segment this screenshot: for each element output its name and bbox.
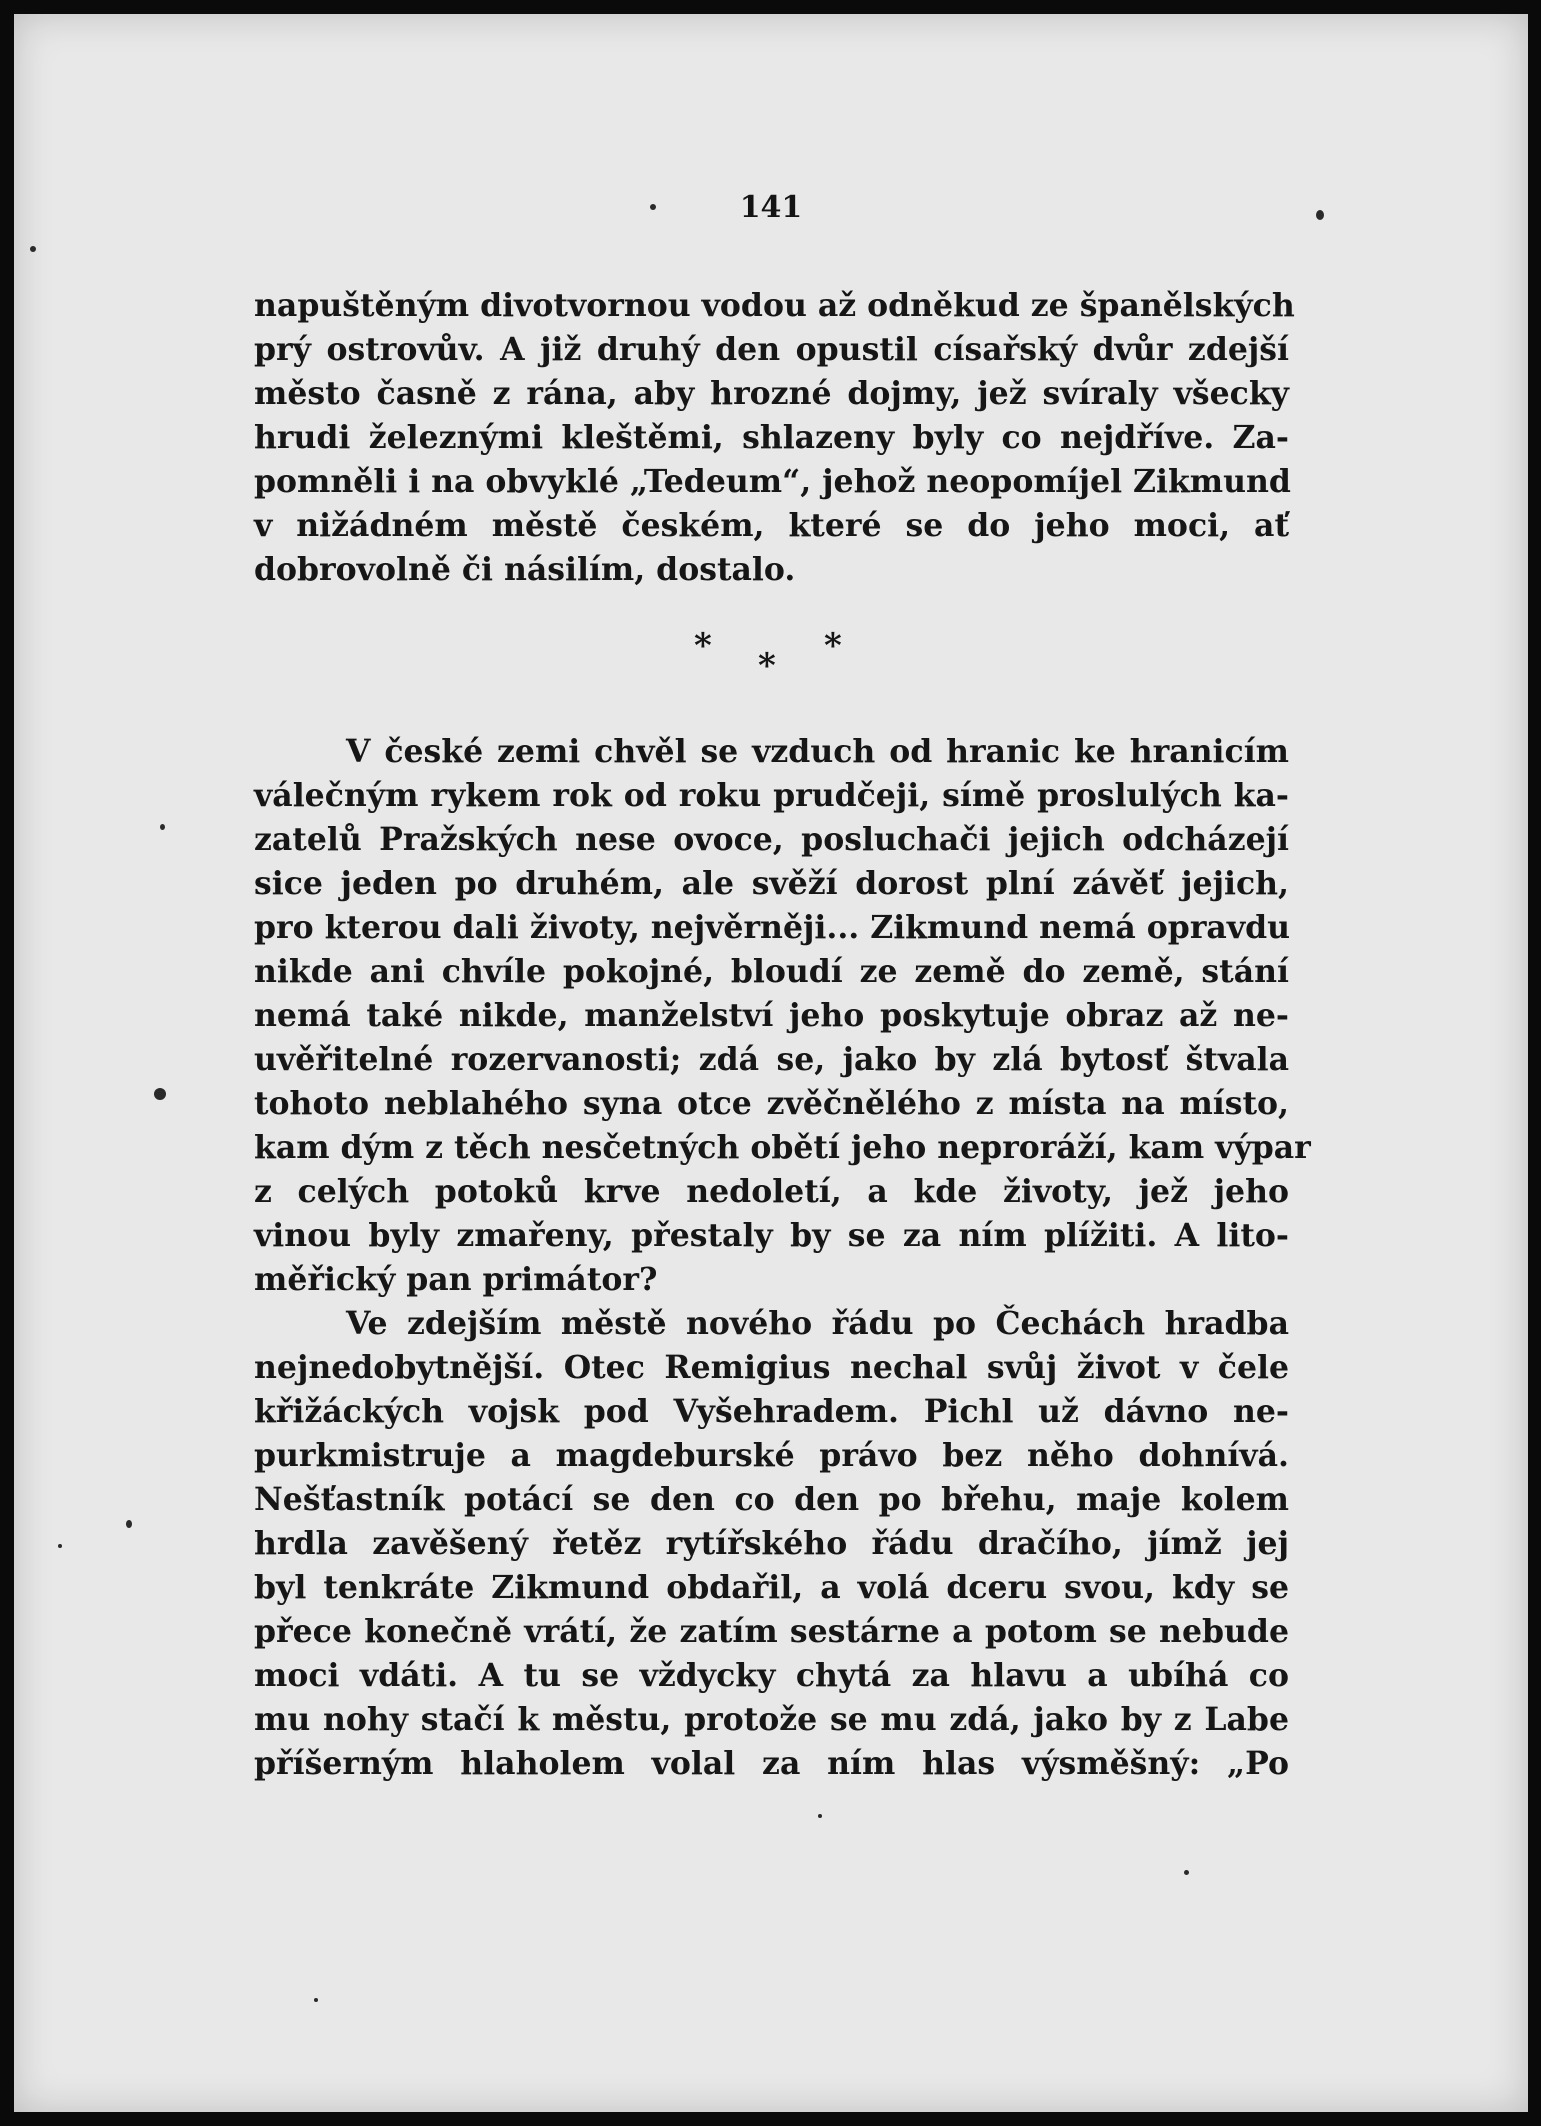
- text-line: hrudi železnými kleštěmi, shlazeny byly co nejdříve. Za-: [254, 419, 1289, 456]
- text-line: byl tenkráte Zikmund obdařil, a volá dceru svou, kdy se: [254, 1569, 1289, 1606]
- text-line: napuštěným divotvornou vodou až odněkud ze španělských: [254, 287, 1295, 324]
- text-line: Nešťastník potácí se den co den po břehu, maje kolem: [254, 1481, 1289, 1518]
- scan-speck: [314, 1998, 318, 2002]
- text-line: pomněli i na obvyklé „Tedeum“, jehož neopomíjel Zikmund: [254, 463, 1291, 500]
- text-line: nejnedobytnější. Otec Remigius nechal svůj život v čele: [254, 1349, 1289, 1386]
- text-line: purkmistruje a magdeburské právo bez něho dohnívá.: [254, 1437, 1289, 1474]
- scan-speck: [1184, 1870, 1189, 1875]
- scan-speck: [1316, 210, 1324, 220]
- page-number: 141: [739, 190, 803, 225]
- text-line: moci vdáti. A tu se vždycky chytá za hlavu a ubíhá co: [254, 1657, 1289, 1694]
- asterisk-glyph: *: [824, 626, 842, 666]
- asterisk-glyph: *: [758, 646, 776, 686]
- text-line: nemá také nikde, manželství jeho poskytuje obraz až ne-: [254, 997, 1289, 1034]
- text-line: uvěřitelné rozervanosti; zdá se, jako by zlá bytosť štvala: [254, 1041, 1289, 1078]
- text-line: přece konečně vrátí, že zatím sestárne a potom se nebude: [254, 1613, 1289, 1650]
- text-line: vinou byly zmařeny, přestaly by se za ním plížiti. A lito-: [254, 1217, 1289, 1254]
- text-line: kam dým z těch nesčetných obětí jeho neproráží, kam výpar: [254, 1129, 1311, 1166]
- scan-speck: [58, 1544, 62, 1548]
- text-line: nikde ani chvíle pokojné, bloudí ze země do země, stání: [254, 953, 1289, 990]
- text-line: zatelů Pražských nese ovoce, posluchači jejich odcházejí: [254, 821, 1289, 858]
- scan-speck: [154, 1088, 166, 1100]
- scan-speck: [818, 1814, 822, 1818]
- scan-speck: [160, 824, 165, 830]
- scan-speck: [30, 246, 36, 252]
- text-line: město časně z rána, aby hrozné dojmy, jež svíraly všecky: [254, 375, 1289, 412]
- text-line: válečným rykem rok od roku prudčeji, símě proslulých ka-: [254, 777, 1289, 814]
- text-line: mu nohy stačí k městu, protože se mu zdá, jako by z Labe: [254, 1701, 1289, 1738]
- text-line: pro kterou dali životy, nejvěrněji... Zikmund nemá opravdu: [254, 909, 1291, 946]
- text-line: v nižádném městě českém, které se do jeho moci, ať: [254, 507, 1289, 544]
- book-page: [14, 14, 1528, 2112]
- scan-speck: [126, 1520, 132, 1528]
- text-line: křižáckých vojsk pod Vyšehradem. Pichl už dávno ne-: [254, 1393, 1289, 1430]
- text-line: z celých potoků krve nedoletí, a kde životy, jež jeho: [254, 1173, 1289, 1210]
- text-line: hrdla zavěšený řetěz rytířského řádu dračího, jímž jej: [254, 1525, 1289, 1562]
- text-line: příšerným hlaholem volal za ním hlas výsměšný: „Po: [254, 1745, 1289, 1782]
- scan-speck: [650, 204, 656, 210]
- paragraphs-2-3: [254, 730, 1311, 1786]
- text-line: V české zemi chvěl se vzduch od hranic ke hranicím: [346, 733, 1289, 770]
- asterisk-glyph: *: [694, 626, 712, 666]
- text-line: Ve zdejším městě nového řádu po Čechách hradba: [346, 1305, 1289, 1342]
- text-line: prý ostrovův. A již druhý den opustil císařský dvůr zdejší: [254, 331, 1289, 368]
- text-line: dobrovolně či násilím, dostalo.: [254, 551, 796, 588]
- text-line: měřický pan primátor?: [254, 1261, 658, 1298]
- section-separator: [674, 626, 874, 686]
- text-line: tohoto neblahého syna otce zvěčnělého z místa na místo,: [254, 1085, 1289, 1122]
- paragraph-1: [254, 284, 1295, 592]
- text-line: sice jeden po druhém, ale svěží dorost plní závěť jejich,: [254, 865, 1289, 902]
